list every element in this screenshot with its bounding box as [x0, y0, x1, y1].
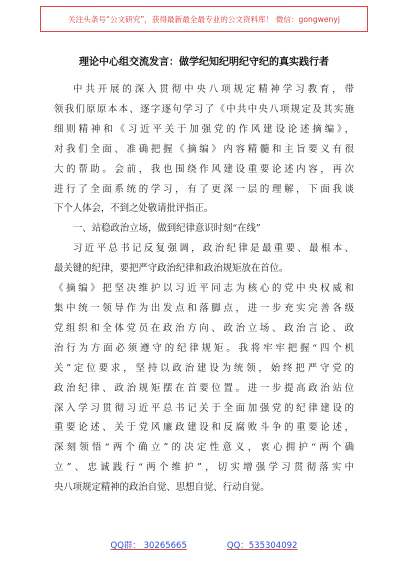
- paragraph-line: 进行了全面系统的学习，有了更深一层的理解，下面我谈: [54, 183, 354, 195]
- footer: [0, 539, 408, 551]
- paragraph-line: 《摘编》把坚决维护以习近平同志为核心的党中央权威和: [54, 283, 354, 295]
- qq-group-link[interactable]: QQ群： 30265665: [110, 541, 187, 551]
- paragraph-line: 细则精神和《习近平关于加强党的作风建设论述摘编》，: [54, 123, 354, 135]
- paragraph-line: 习近平总书记反复强调，政治纪律是最重要、最根本、: [73, 243, 354, 255]
- paragraph-line: 最关键的纪律，要把严守政治纪律和政治规矩放在首位。: [54, 263, 289, 275]
- paragraph-line: 关”定位要求，坚持以政治建设为统领，始终把严守党的: [54, 362, 354, 374]
- header-banner: [40, 6, 368, 32]
- paragraph-line: 深入学习贯彻习近平总书记关于全面加强党的纪律建设的: [54, 402, 354, 414]
- banner-text: 关注头条号“公文研究”，获得最新最全最专业的公文资料库！ 微信：gongwenyj: [68, 14, 340, 24]
- document-body: [54, 80, 354, 498]
- paragraph-line: 一、站稳政治立场，做到纪律意识时刻“在线”: [73, 223, 261, 235]
- qq-contact-link[interactable]: QQ：535304092: [226, 541, 298, 551]
- paragraph-line: 治行为方面必须遵守的纪律规矩。我将牢牢把握“四个机: [54, 342, 354, 354]
- paragraph-line: 集中统一领导作为出发点和落脚点，进一步充实完善各级: [54, 302, 354, 314]
- paragraph-line: 立”、忠诚践行“两个维护”，切实增强学习贯彻落实中: [54, 462, 354, 474]
- paragraph-line: 下个人体会，不到之处敬请批评指正。: [54, 203, 214, 215]
- paragraph-line: 深刻领悟“两个确立”的决定性意义，衷心拥护“两个确: [54, 442, 354, 454]
- document-title: 理论中心组交流发言：做学纪知纪明纪守纪的真实践行者: [79, 57, 329, 68]
- paragraph-line: 领我们原原本本、逐字逐句学习了《中共中央八项规定及其实施: [54, 103, 354, 115]
- paragraph-line: 重要论述、关于党风廉政建设和反腐败斗争的重要论述，: [54, 422, 354, 434]
- paragraph-line: 政治纪律、政治规矩摆在首要位置。进一步提高政治站位: [54, 382, 354, 394]
- paragraph-line: 中共开展的深入贯彻中央八项规定精神学习教育，带: [73, 84, 354, 95]
- paragraph-line: 对我们全面、准确把握《摘编》内容精髓和主旨要义有很: [54, 143, 354, 155]
- paragraph-line: 大的帮助。会前，我也围绕作风建设重要论述内容，再次: [54, 163, 354, 175]
- paragraph-line: 央八项规定精神的政治自觉、思想自觉、行动自觉。: [54, 482, 270, 494]
- paragraph-line: 党组织和全体党员在政治方向、政治立场、政治言论、政: [54, 322, 354, 334]
